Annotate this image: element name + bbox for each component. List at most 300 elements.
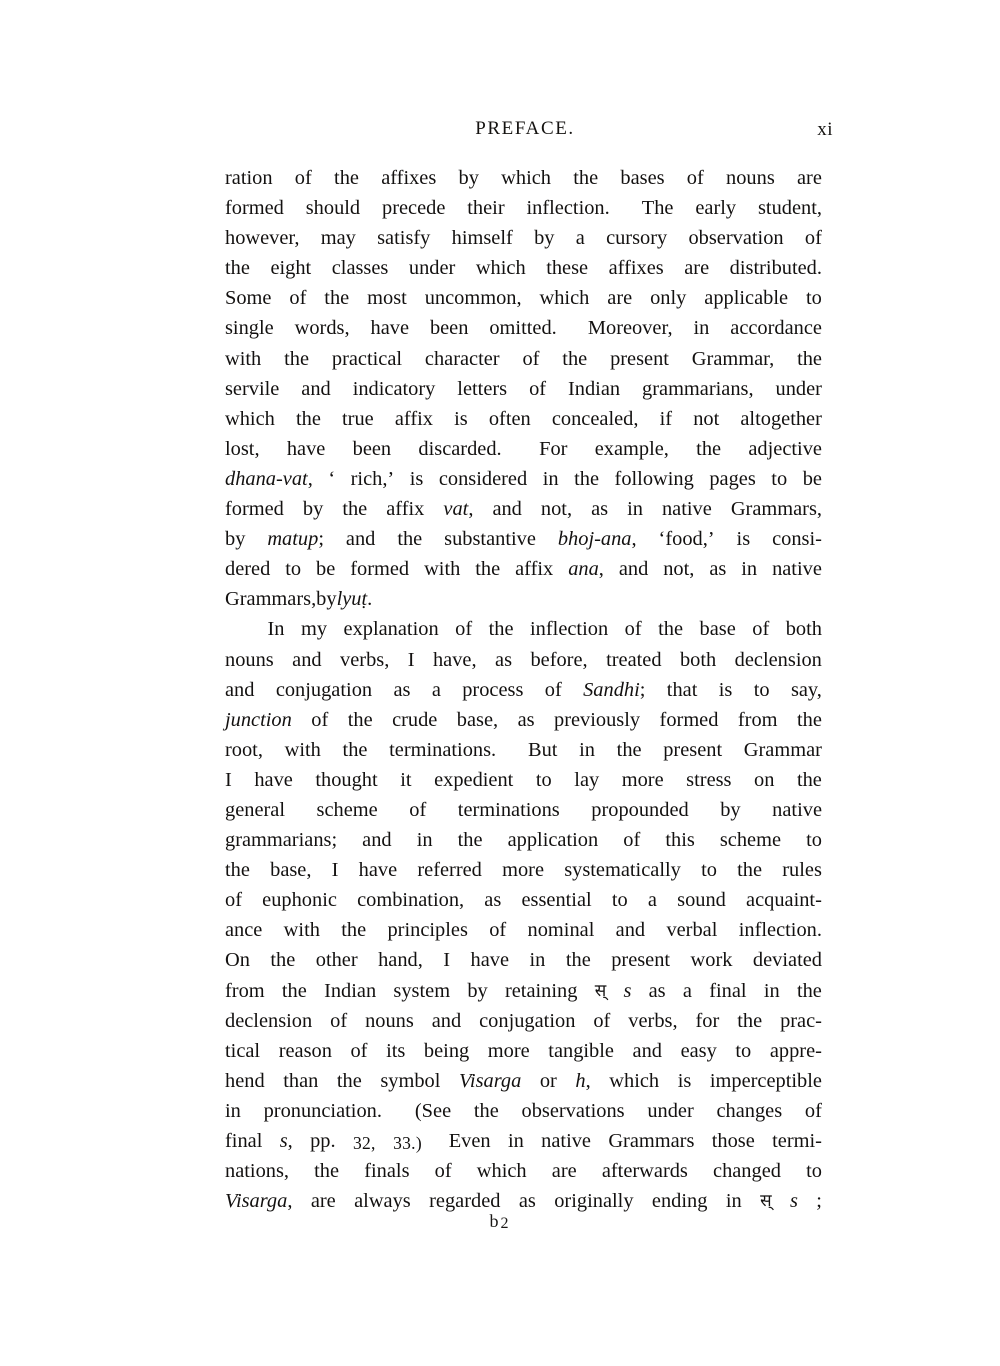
word: in — [225, 1099, 241, 1122]
word: of — [455, 618, 473, 641]
word: to — [701, 859, 717, 882]
word: the — [658, 618, 684, 641]
word: and — [292, 648, 322, 671]
word: with — [284, 738, 321, 761]
word: which — [501, 167, 551, 189]
word: affixes — [381, 167, 437, 189]
word: in — [763, 979, 780, 1002]
word: to — [806, 287, 822, 310]
word: h, — [575, 1069, 591, 1092]
word: base — [699, 618, 736, 641]
word: which — [225, 407, 275, 430]
word: the — [475, 558, 501, 581]
word: rich,’ — [350, 467, 395, 490]
word: finals — [364, 1160, 410, 1183]
signature-number: 2 — [500, 1215, 511, 1232]
italic-term: Visarga — [225, 1190, 288, 1213]
word: with — [225, 347, 262, 370]
word: explanation — [343, 618, 439, 641]
word: as — [518, 1190, 536, 1213]
text-line — [225, 825, 822, 855]
word: inflection — [530, 618, 609, 641]
word: I — [331, 859, 339, 882]
word: ana, — [568, 558, 604, 581]
word: satisfy — [377, 227, 431, 250]
word: verbal — [666, 919, 718, 942]
word: been — [352, 437, 392, 460]
word: Grammar, — [691, 347, 775, 370]
word: pronunciation. — [263, 1099, 393, 1122]
word: should — [305, 197, 361, 220]
word: and — [615, 919, 646, 942]
word: Grammar — [743, 738, 822, 761]
italic-term: matup — [267, 528, 319, 551]
word: as — [484, 889, 502, 912]
word: present — [611, 949, 671, 972]
word: of — [294, 167, 312, 189]
word: a — [575, 227, 585, 250]
word: Grammars — [608, 1130, 695, 1152]
word: propounded — [591, 798, 689, 821]
word: from — [225, 979, 265, 1002]
word: process — [462, 678, 524, 701]
text-line — [225, 735, 822, 765]
word: I — [443, 949, 451, 972]
word: hend — [225, 1069, 265, 1092]
word: in — [627, 498, 643, 521]
word: the — [342, 498, 368, 521]
word: the — [225, 859, 250, 882]
word — [623, 976, 631, 1006]
word: considered — [438, 467, 528, 490]
word: and — [345, 528, 376, 551]
word: the — [270, 949, 296, 972]
word: easy — [680, 1039, 717, 1062]
word: as — [517, 708, 535, 731]
italic-term: ana — [568, 558, 599, 581]
text-line — [225, 1096, 822, 1126]
word: say, — [790, 678, 822, 701]
word: both — [679, 648, 717, 671]
word: the — [796, 979, 822, 1002]
word: to — [535, 768, 552, 791]
old-style-figure: 32, — [352, 1132, 376, 1153]
word: being — [423, 1039, 470, 1062]
italic-term: h — [575, 1069, 586, 1092]
word: stress — [686, 768, 732, 791]
word: in — [529, 949, 546, 972]
word: and — [301, 377, 331, 400]
word: by — [534, 227, 555, 250]
word: in — [579, 738, 595, 761]
word: of — [522, 347, 540, 370]
word: or — [539, 1069, 557, 1092]
word: not, — [540, 498, 573, 521]
word — [595, 976, 607, 1006]
word — [353, 1126, 376, 1156]
text-line — [225, 404, 822, 434]
word: only — [650, 287, 687, 310]
word: the — [737, 859, 763, 882]
word: (See — [414, 1099, 452, 1122]
word: however, — [225, 227, 300, 250]
word: more — [621, 768, 664, 791]
word: eight — [270, 257, 312, 280]
word: consi- — [772, 528, 822, 551]
word: example, — [594, 437, 669, 460]
word: servile — [225, 377, 280, 400]
italic-term: Visarga — [458, 1069, 522, 1092]
word: by — [316, 588, 337, 611]
word: of — [489, 919, 507, 942]
text-line — [225, 313, 822, 343]
word: more — [502, 859, 544, 882]
text-line — [225, 554, 822, 584]
word: appre- — [769, 1039, 822, 1062]
word: the — [573, 167, 599, 189]
word: with — [424, 558, 461, 581]
word: ‘food,’ — [658, 528, 715, 551]
word: grammarians; — [225, 829, 338, 852]
word: to — [806, 1160, 822, 1183]
text-line — [225, 1066, 822, 1096]
text-line — [225, 976, 822, 1006]
word: single — [225, 317, 274, 340]
word: the — [796, 768, 822, 791]
signature-letter: b — [489, 1211, 501, 1231]
word: of — [752, 618, 770, 641]
word: the — [696, 437, 722, 460]
italic-term: s — [789, 1190, 798, 1213]
word: may — [320, 227, 356, 250]
word: nominal — [527, 919, 595, 942]
word: crude — [392, 708, 438, 731]
word: the — [336, 1069, 362, 1092]
word: true — [342, 407, 374, 430]
italic-term: junction — [225, 708, 292, 731]
word: the — [225, 257, 250, 280]
word: native — [541, 1130, 591, 1152]
word: affix — [515, 558, 554, 581]
word: of — [350, 1039, 368, 1062]
text-line — [225, 253, 822, 283]
word: on — [754, 768, 775, 791]
word: as — [393, 678, 411, 701]
word: by — [302, 498, 324, 521]
word: by — [467, 979, 488, 1002]
word: it — [400, 768, 412, 791]
word: lyuṭ. — [336, 588, 373, 611]
word: pp. — [310, 1130, 336, 1152]
word: ; — [816, 1190, 822, 1213]
word: a — [431, 678, 441, 701]
word: lay — [574, 768, 600, 791]
italic-term: lyuṭ — [336, 588, 368, 611]
word: Grammars, — [730, 498, 822, 521]
word: indicatory — [352, 377, 436, 400]
word: is — [718, 678, 733, 701]
word: than — [283, 1069, 319, 1092]
word: referred — [417, 859, 482, 882]
word: classes — [331, 257, 389, 280]
word: more — [487, 1039, 530, 1062]
word: treated — [606, 648, 662, 671]
text-line — [225, 524, 822, 554]
word: of — [311, 708, 329, 731]
word: the — [347, 708, 373, 731]
word: the — [397, 528, 423, 551]
word: are — [310, 1190, 336, 1213]
word: tangible — [548, 1039, 614, 1062]
word: which — [609, 1069, 660, 1092]
word: are — [796, 167, 822, 189]
word: root, — [225, 738, 263, 761]
word: bases — [620, 167, 665, 189]
word: these — [546, 257, 589, 280]
word: dered — [225, 558, 271, 581]
word: which — [539, 287, 590, 310]
word: have — [254, 768, 293, 791]
word: been — [429, 317, 469, 340]
word: the — [295, 407, 321, 430]
word: affixes — [608, 257, 664, 280]
word: declension — [225, 1009, 313, 1032]
word: altogether — [740, 407, 822, 430]
word: of — [225, 889, 242, 912]
word: In — [267, 618, 285, 641]
word: Even — [448, 1130, 491, 1152]
italic-term: dhana-vat — [225, 467, 308, 490]
devanagari-glyph: स् — [760, 1191, 772, 1212]
word: the — [737, 1009, 763, 1032]
word: those — [711, 1130, 755, 1152]
word: most — [367, 287, 407, 310]
word: formed — [225, 498, 284, 521]
text-line — [225, 193, 822, 223]
word: reason — [278, 1039, 332, 1062]
word: work — [690, 949, 733, 972]
word: verbs, — [340, 648, 390, 671]
word: present — [663, 738, 723, 761]
italic-term: vat — [443, 498, 469, 521]
word: Some — [225, 287, 272, 310]
word: But — [528, 738, 558, 761]
word — [225, 705, 292, 735]
devanagari-glyph: स् — [594, 980, 607, 1001]
word: grammarians, — [642, 377, 754, 400]
word: combination, — [357, 889, 465, 912]
word: vat, — [443, 498, 474, 521]
word: and — [632, 1039, 662, 1062]
word: the — [797, 347, 822, 370]
word: s, — [279, 1130, 293, 1152]
word: of — [529, 377, 547, 400]
word: and — [431, 1009, 462, 1032]
word: in — [507, 1130, 524, 1152]
word: accordance — [730, 317, 822, 340]
word: by — [458, 167, 479, 189]
text-line — [225, 494, 822, 524]
word: not, — [663, 558, 695, 581]
word: if — [659, 407, 673, 430]
word: are — [684, 257, 710, 280]
text-line — [225, 675, 822, 705]
word: regarded — [429, 1190, 501, 1213]
word: distributed. — [729, 257, 822, 280]
word: nouns — [365, 1009, 414, 1032]
word: and — [225, 678, 255, 701]
page-header-title: PREFACE. — [475, 117, 575, 140]
word: scheme — [316, 798, 378, 821]
word: conjugation — [479, 1009, 576, 1032]
body-text-block — [225, 163, 822, 1216]
word: have — [358, 859, 398, 882]
word: to — [753, 678, 770, 701]
word: himself — [451, 227, 513, 250]
word: is — [736, 528, 751, 551]
word: by — [225, 528, 246, 551]
word: a — [682, 979, 692, 1002]
word: which — [476, 1160, 527, 1183]
word: from — [737, 708, 778, 731]
word: as — [648, 979, 666, 1002]
word: before, — [530, 648, 588, 671]
word: nouns — [726, 167, 775, 189]
word: of — [804, 227, 822, 250]
word: acquaint- — [746, 889, 822, 912]
word: Visarga, — [225, 1190, 293, 1213]
word: to — [806, 829, 822, 852]
word: that — [666, 678, 698, 701]
word: my — [300, 618, 328, 641]
word: terminations. — [389, 738, 507, 761]
word: substantive — [444, 528, 536, 551]
word: prac- — [780, 1009, 822, 1032]
text-line — [225, 855, 822, 885]
word: under — [408, 257, 456, 280]
word: the — [324, 287, 350, 310]
word: as — [495, 648, 513, 671]
word: have — [286, 437, 326, 460]
word: the — [488, 618, 514, 641]
word: both — [785, 618, 822, 641]
word: formed — [350, 558, 410, 581]
word: principles — [387, 919, 468, 942]
word: other — [315, 949, 358, 972]
word: character — [424, 347, 500, 370]
word: euphonic — [262, 889, 337, 912]
word: Indian — [324, 979, 377, 1002]
text-line — [225, 344, 822, 374]
word: student, — [757, 197, 822, 220]
word: verbs, — [628, 1009, 678, 1032]
word: native — [772, 558, 822, 581]
word: retaining — [504, 979, 578, 1002]
word: Sandhi; — [583, 678, 646, 701]
word: of — [544, 678, 562, 701]
word: the — [314, 1160, 340, 1183]
text-line — [225, 645, 822, 675]
word: previously — [554, 708, 641, 731]
word: ‘ — [328, 467, 336, 490]
word: of — [686, 167, 704, 189]
text-line — [225, 945, 822, 975]
word: often — [488, 407, 531, 430]
word: letters — [457, 377, 508, 400]
word: under — [647, 1099, 694, 1122]
word: the — [284, 347, 310, 370]
word: nouns — [225, 648, 274, 671]
text-line — [225, 223, 822, 253]
word: which — [475, 257, 526, 280]
word: For — [539, 437, 568, 460]
word: final — [225, 1130, 263, 1152]
text-line — [225, 434, 822, 464]
word: this — [665, 829, 695, 852]
word: and — [618, 558, 649, 581]
text-line — [225, 795, 822, 825]
word: always — [354, 1190, 411, 1213]
word: formed — [659, 708, 719, 731]
word: in — [741, 558, 758, 581]
word: as — [709, 558, 727, 581]
word: systematically — [564, 859, 681, 882]
word: sound — [677, 889, 726, 912]
word: the — [473, 1099, 499, 1122]
word: formed — [225, 197, 284, 220]
word: system — [393, 979, 451, 1002]
word: the — [796, 708, 822, 731]
word: applicable — [704, 287, 789, 310]
word: base, — [270, 859, 312, 882]
text-line — [225, 1006, 822, 1036]
word: to — [771, 467, 788, 490]
word: uncommon, — [424, 287, 522, 310]
word: native — [661, 498, 712, 521]
word: ration — [225, 167, 273, 189]
word: not — [693, 407, 720, 430]
word: Grammars, — [225, 588, 317, 611]
word — [393, 1126, 431, 1156]
old-style-figure: 33.) — [393, 1132, 432, 1153]
word: is — [409, 467, 424, 490]
word: is — [454, 407, 468, 430]
word: scheme — [719, 829, 782, 852]
page-number: xi — [817, 119, 833, 140]
word: the — [341, 919, 367, 942]
word: the — [334, 167, 359, 189]
word: Indian — [568, 377, 621, 400]
word: a — [647, 889, 657, 912]
word: terminations — [457, 798, 560, 821]
word: affix — [394, 407, 433, 430]
word: the — [574, 467, 600, 490]
italic-term: Sandhi — [583, 678, 640, 701]
word — [459, 1066, 521, 1096]
word: lost, — [225, 437, 260, 460]
word: to — [735, 1039, 752, 1062]
word: of — [804, 1099, 822, 1122]
word: concealed, — [551, 407, 639, 430]
text-line — [225, 1036, 822, 1066]
italic-term: s — [623, 979, 632, 1002]
word: of — [623, 829, 641, 852]
word: The — [641, 197, 674, 220]
signature-mark — [0, 1211, 1000, 1232]
word: I — [225, 768, 232, 791]
word: general — [225, 798, 285, 821]
word: observation — [688, 227, 784, 250]
